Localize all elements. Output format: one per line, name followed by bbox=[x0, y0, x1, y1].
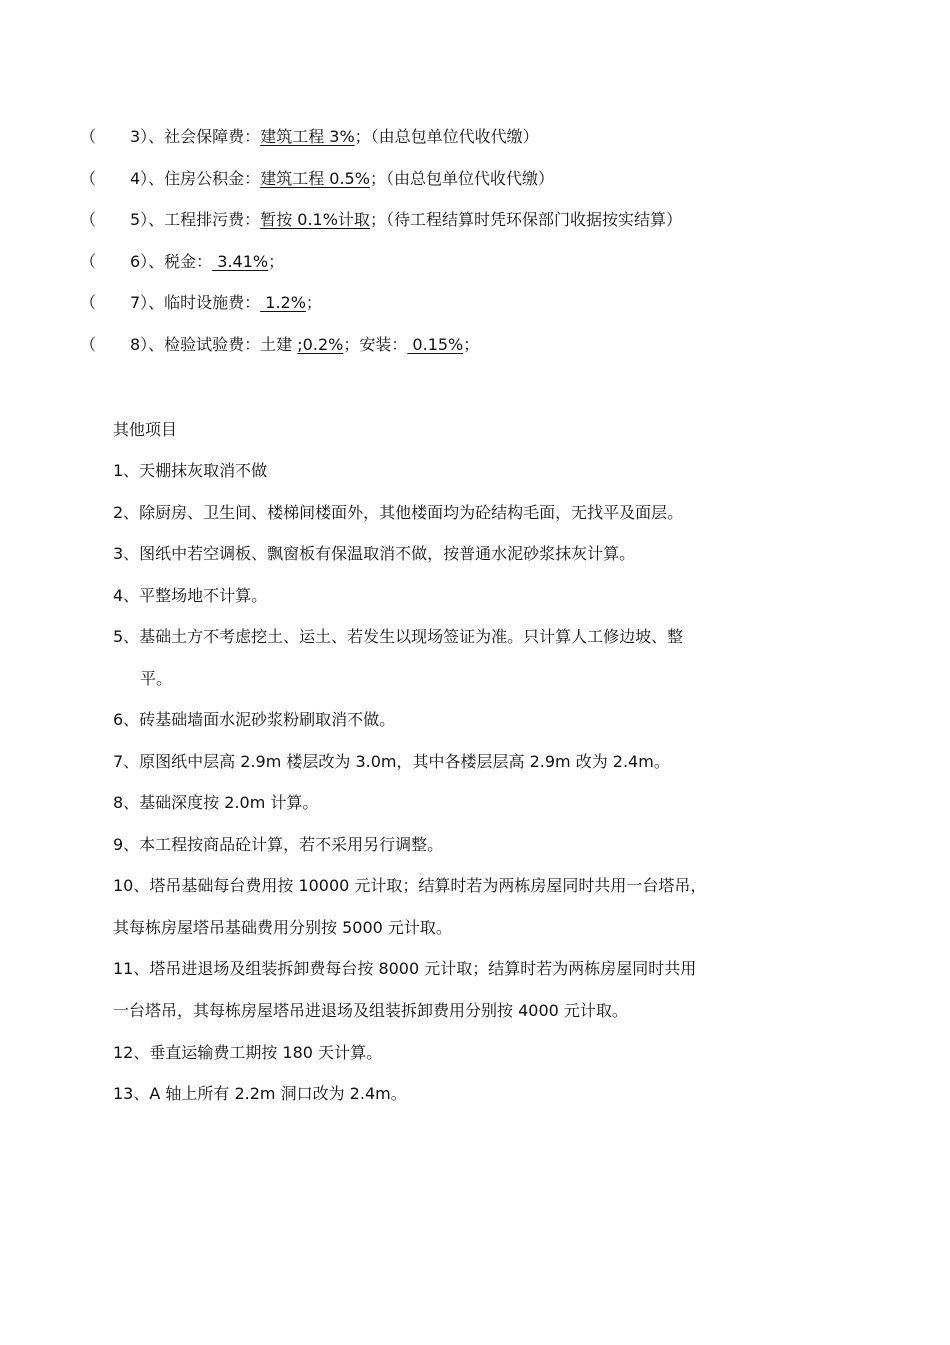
fee-value: 暂按 0.1%计取 bbox=[260, 210, 370, 229]
list-item-continuation: 一台塔吊，其每栋房屋塔吊进退场及组装拆卸费用分别按 4000 元计取。 bbox=[113, 1001, 628, 1020]
open-paren: （ bbox=[80, 127, 97, 146]
fee-note: ； bbox=[463, 335, 480, 354]
fee-note: ； bbox=[268, 252, 285, 271]
fee-label: 7）、临时设施费： bbox=[130, 293, 261, 312]
list-item: 8、基础深度按 2.0m 计算。 bbox=[113, 793, 319, 812]
list-item-continuation: 平。 bbox=[140, 669, 173, 688]
list-item: 13、A 轴上所有 2.2m 洞口改为 2.4m。 bbox=[113, 1084, 407, 1103]
fee-label: 6）、税金： bbox=[130, 252, 213, 271]
list-item: 6、砖基础墙面水泥砂浆粉刷取消不做。 bbox=[113, 710, 396, 729]
fee-label: 3）、社会保障费： bbox=[130, 127, 261, 146]
list-item: 1、天棚抹灰取消不做 bbox=[113, 461, 268, 480]
fee-label: 5）、工程排污费： bbox=[130, 210, 261, 229]
open-paren: （ bbox=[80, 252, 97, 271]
fee-value: 建筑工程 3% bbox=[260, 127, 355, 146]
fee-note: ；（由总包单位代收代缴） bbox=[354, 127, 539, 146]
fee-label: 8）、检验试验费：土建 bbox=[130, 335, 298, 354]
list-item: 11、塔吊进退场及组装拆卸费每台按 8000 元计取；结算时若为两栋房屋同时共用 bbox=[113, 959, 697, 978]
list-item: 12、垂直运输费工期按 180 天计算。 bbox=[113, 1043, 383, 1062]
section-heading: 其他项目 bbox=[113, 420, 178, 439]
open-paren: （ bbox=[80, 210, 97, 229]
list-item: 4、平整场地不计算。 bbox=[113, 586, 268, 605]
list-item: 7、原图纸中层高 2.9m 楼层改为 3.0m，其中各楼层层高 2.9m 改为 2.4m。 bbox=[113, 752, 670, 771]
list-item: 10、塔吊基础每台费用按 10000 元计取；结算时若为两栋房屋同时共用一台塔吊， bbox=[113, 876, 707, 895]
open-paren: （ bbox=[80, 293, 97, 312]
fee-label-install: ；安装： bbox=[343, 335, 408, 354]
fee-value: 建筑工程 0.5% bbox=[260, 169, 370, 188]
fee-note: ； bbox=[305, 293, 322, 312]
fee-value-install: 0.15% bbox=[407, 335, 464, 354]
list-item: 9、本工程按商品砼计算，若不采用另行调整。 bbox=[113, 835, 444, 854]
fee-value: 1.2% bbox=[260, 293, 306, 312]
open-paren: （ bbox=[80, 169, 97, 188]
list-item: 2、除厨房、卫生间、楼梯间楼面外，其他楼面均为砼结构毛面，无找平及面层。 bbox=[113, 503, 684, 522]
fee-value: 3.41% bbox=[212, 252, 269, 271]
fee-note: ；（由总包单位代收代缴） bbox=[369, 169, 554, 188]
fee-note: ；（待工程结算时凭环保部门收据按实结算） bbox=[369, 210, 682, 229]
fee-value: ;0.2% bbox=[297, 335, 344, 354]
open-paren: （ bbox=[80, 335, 97, 354]
fee-label: 4）、住房公积金： bbox=[130, 169, 261, 188]
list-item-continuation: 其每栋房屋塔吊基础费用分别按 5000 元计取。 bbox=[113, 918, 452, 937]
list-item: 3、图纸中若空调板、飘窗板有保温取消不做，按普通水泥砂浆抹灰计算。 bbox=[113, 544, 636, 563]
list-item: 5、基础土方不考虑挖土、运土、若发生以现场签证为准。只计算人工修边坡、整 bbox=[113, 627, 684, 646]
